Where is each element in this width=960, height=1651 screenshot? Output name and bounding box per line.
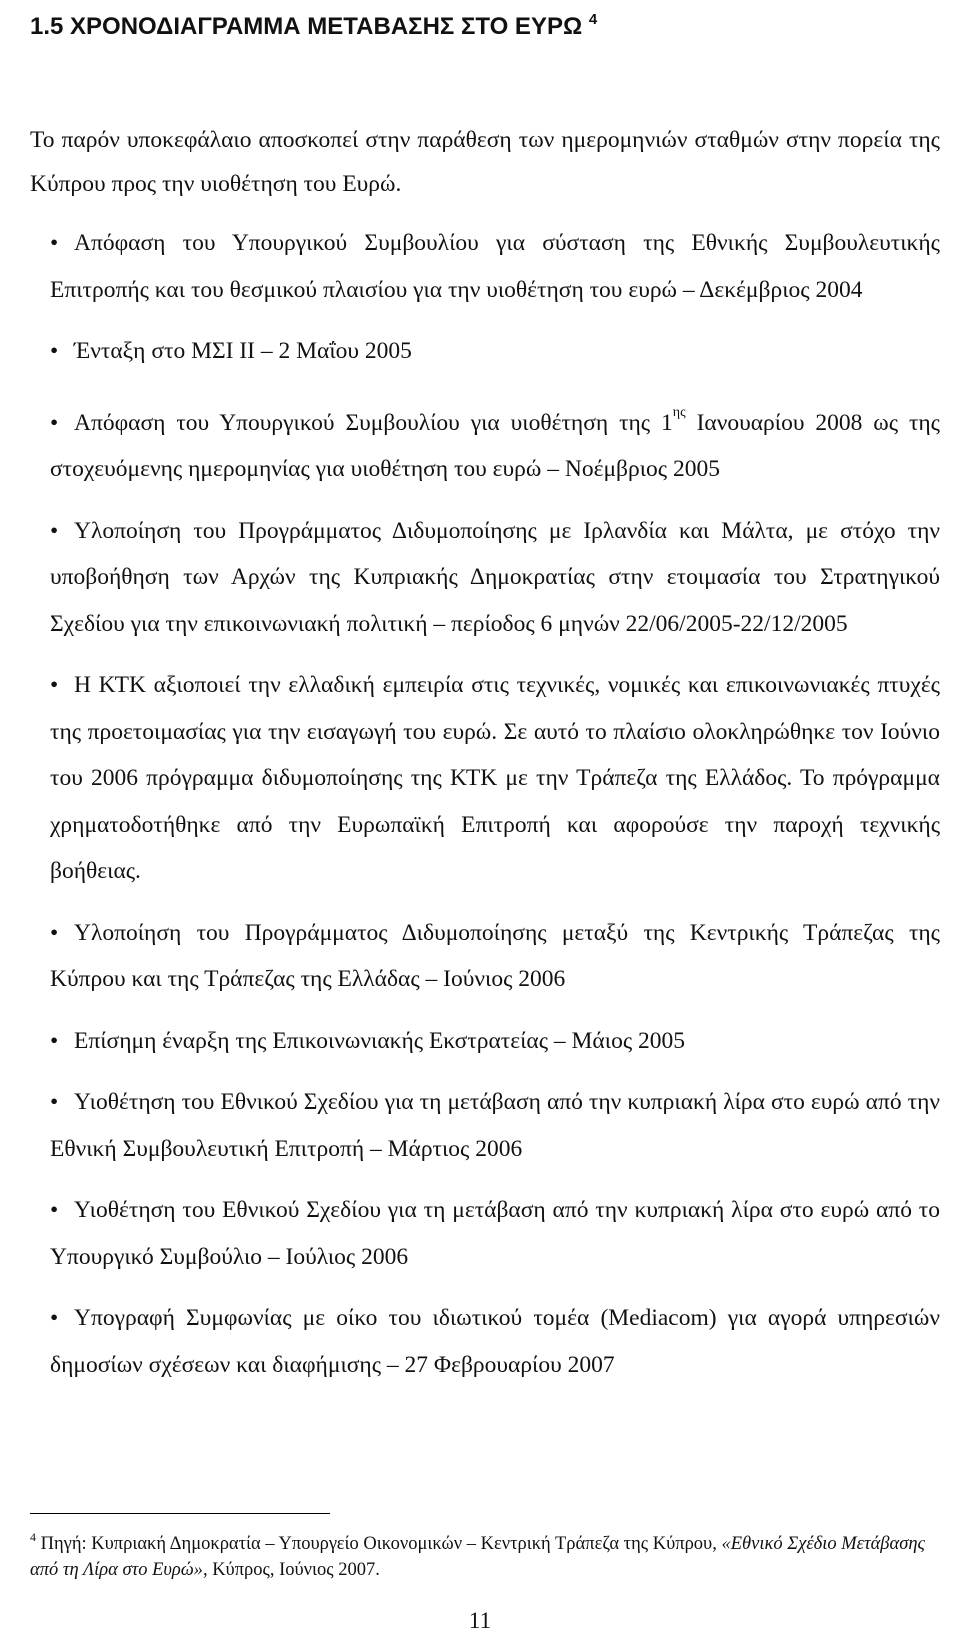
milestone-text: Επίσημη έναρξη της Επικοινωνιακής Εκστρατείας – Μάιος 2005 [74,1027,685,1054]
milestone-item [50,508,940,648]
milestone-item [50,1018,940,1065]
milestone-item [50,910,940,1003]
milestone-item [50,328,940,375]
milestone-item [50,1079,940,1172]
milestone-text: Ένταξη στο ΜΣΙ ΙΙ – 2 Μαΐου 2005 [74,338,412,364]
milestone-text: Απόφαση του Υπουργικού Συμβουλίου για σύσταση της Εθνικής Συμβουλευτικής Επιτροπής και του θεσμικού πλαισίου για την υιοθέτηση του ευρώ – Δεκέμβριος 2004 [50,230,940,303]
milestone-text: Υλοποίηση του Προγράμματος Διδυμοποίησης μεταξύ της Κεντρικής Τράπεζας της Κύπρου και της Τράπεζας της Ελλάδας – Ιούνιος 2006 [50,919,940,992]
milestone-text: Υιοθέτηση του Εθνικού Σχεδίου για τη μετάβαση από την κυπριακή λίρα στο ευρώ από το Υπουργικό Συμβούλιο – Ιούλιος 2006 [50,1197,940,1270]
bullet-icon: • [50,1027,59,1054]
milestone-text: Υπογραφή Συμφωνίας με οίκο του ιδιωτικού τομέα (Mediacom) για αγορά υπηρεσιών δημοσίων σχέσεων και διαφήμισης – 27 Φεβρουαρίου 2007 [50,1305,940,1378]
ordinal-superscript: ης [672,404,686,420]
milestone-list [50,220,940,1403]
milestone-text-continued: Ιανουαρίου 2008 ως της στοχευόμενης ημερομηνίας για υιοθέτηση του ευρώ – Νοέμβριος 2005 [50,409,940,482]
milestone-text: Η ΚΤΚ αξιοποιεί την ελλαδική εμπειρία στις τεχνικές, νομικές και επικοινωνιακές πτυχές της προετοιμασίας για την εισαγωγή του ευρώ. Σε αυτό το πλαίσιο ολοκληρώθηκε τον Ιούνιο του 2006 πρόγραμμα διδυμοποίησης της ΚΤΚ με την Τράπεζα της Ελλάδος. Το πρόγραμμα χρηματοδοτήθηκε από την Ευρωπαϊκή Επιτροπή και αφορούσε την παροχή τεχνικής βοήθειας. [50,672,940,884]
section-title [30,2,597,45]
footnote-reference[interactable]: 4 [588,11,598,28]
bullet-icon: • [50,1305,59,1331]
page-number: 11 [468,1608,492,1633]
bullet-icon: • [50,230,59,256]
milestone-item [50,1295,940,1388]
footnote-suffix: , Κύπρος, Ιούνιος 2007. [202,1560,380,1580]
footnote-divider [30,1513,330,1514]
footnote [30,1524,940,1583]
section-title-text: 1.5 ΧΡΟΝΟΔΙΑΓΡΑΜΜΑ ΜΕΤΑΒΑΣΗΣ ΣΤΟ ΕΥΡΩ [30,13,583,40]
bullet-icon: • [50,1197,59,1223]
footnote-document-title: «Εθνικό Σχέδιο Μετάβασης από τη Λίρα στο Ευρώ» [30,1534,926,1580]
bullet-icon: • [50,409,59,436]
milestone-item [50,220,940,313]
milestone-text: Υιοθέτηση του Εθνικού Σχεδίου για τη μετάβαση από την κυπριακή λίρα στο ευρώ από την Εθνική Συμβουλευτική Επιτροπή – Μάρτιος 2006 [50,1089,940,1162]
milestone-text: Υλοποίηση του Προγράμματος Διδυμοποίησης με Ιρλανδία και Μάλτα, με στόχο την υποβοήθηση των Αρχών της Κυπριακής Δημοκρατίας στην ετοιμασία του Στρατηγικού Σχεδίου για την επικοινωνιακή πολιτική – περίοδος 6 μηνών 22/06/2005-22/12/2005 [50,517,940,637]
milestone-item [50,662,940,895]
bullet-icon: • [50,672,59,698]
bullet-icon: • [50,338,59,364]
milestone-item [50,390,940,493]
milestone-text: Απόφαση του Υπουργικού Συμβουλίου για υιοθέτηση της 1 [74,409,673,436]
milestone-item [50,1187,940,1280]
intro-paragraph: Το παρόν υποκεφάλαιο αποσκοπεί στην παράθεση των ημερομηνιών σταθμών στην πορεία της Κύπρου προς την υιοθέτηση του Ευρώ. [30,127,940,197]
footnote-source: Πηγή: Κυπριακή Δημοκρατία – Υπουργείο Οικονομικών – Κεντρική Τράπεζα της Κύπρου, [40,1534,722,1554]
bullet-icon: • [50,517,59,544]
footnote-number: 4 [30,1530,36,1544]
bullet-icon: • [50,919,59,946]
bullet-icon: • [50,1089,59,1115]
